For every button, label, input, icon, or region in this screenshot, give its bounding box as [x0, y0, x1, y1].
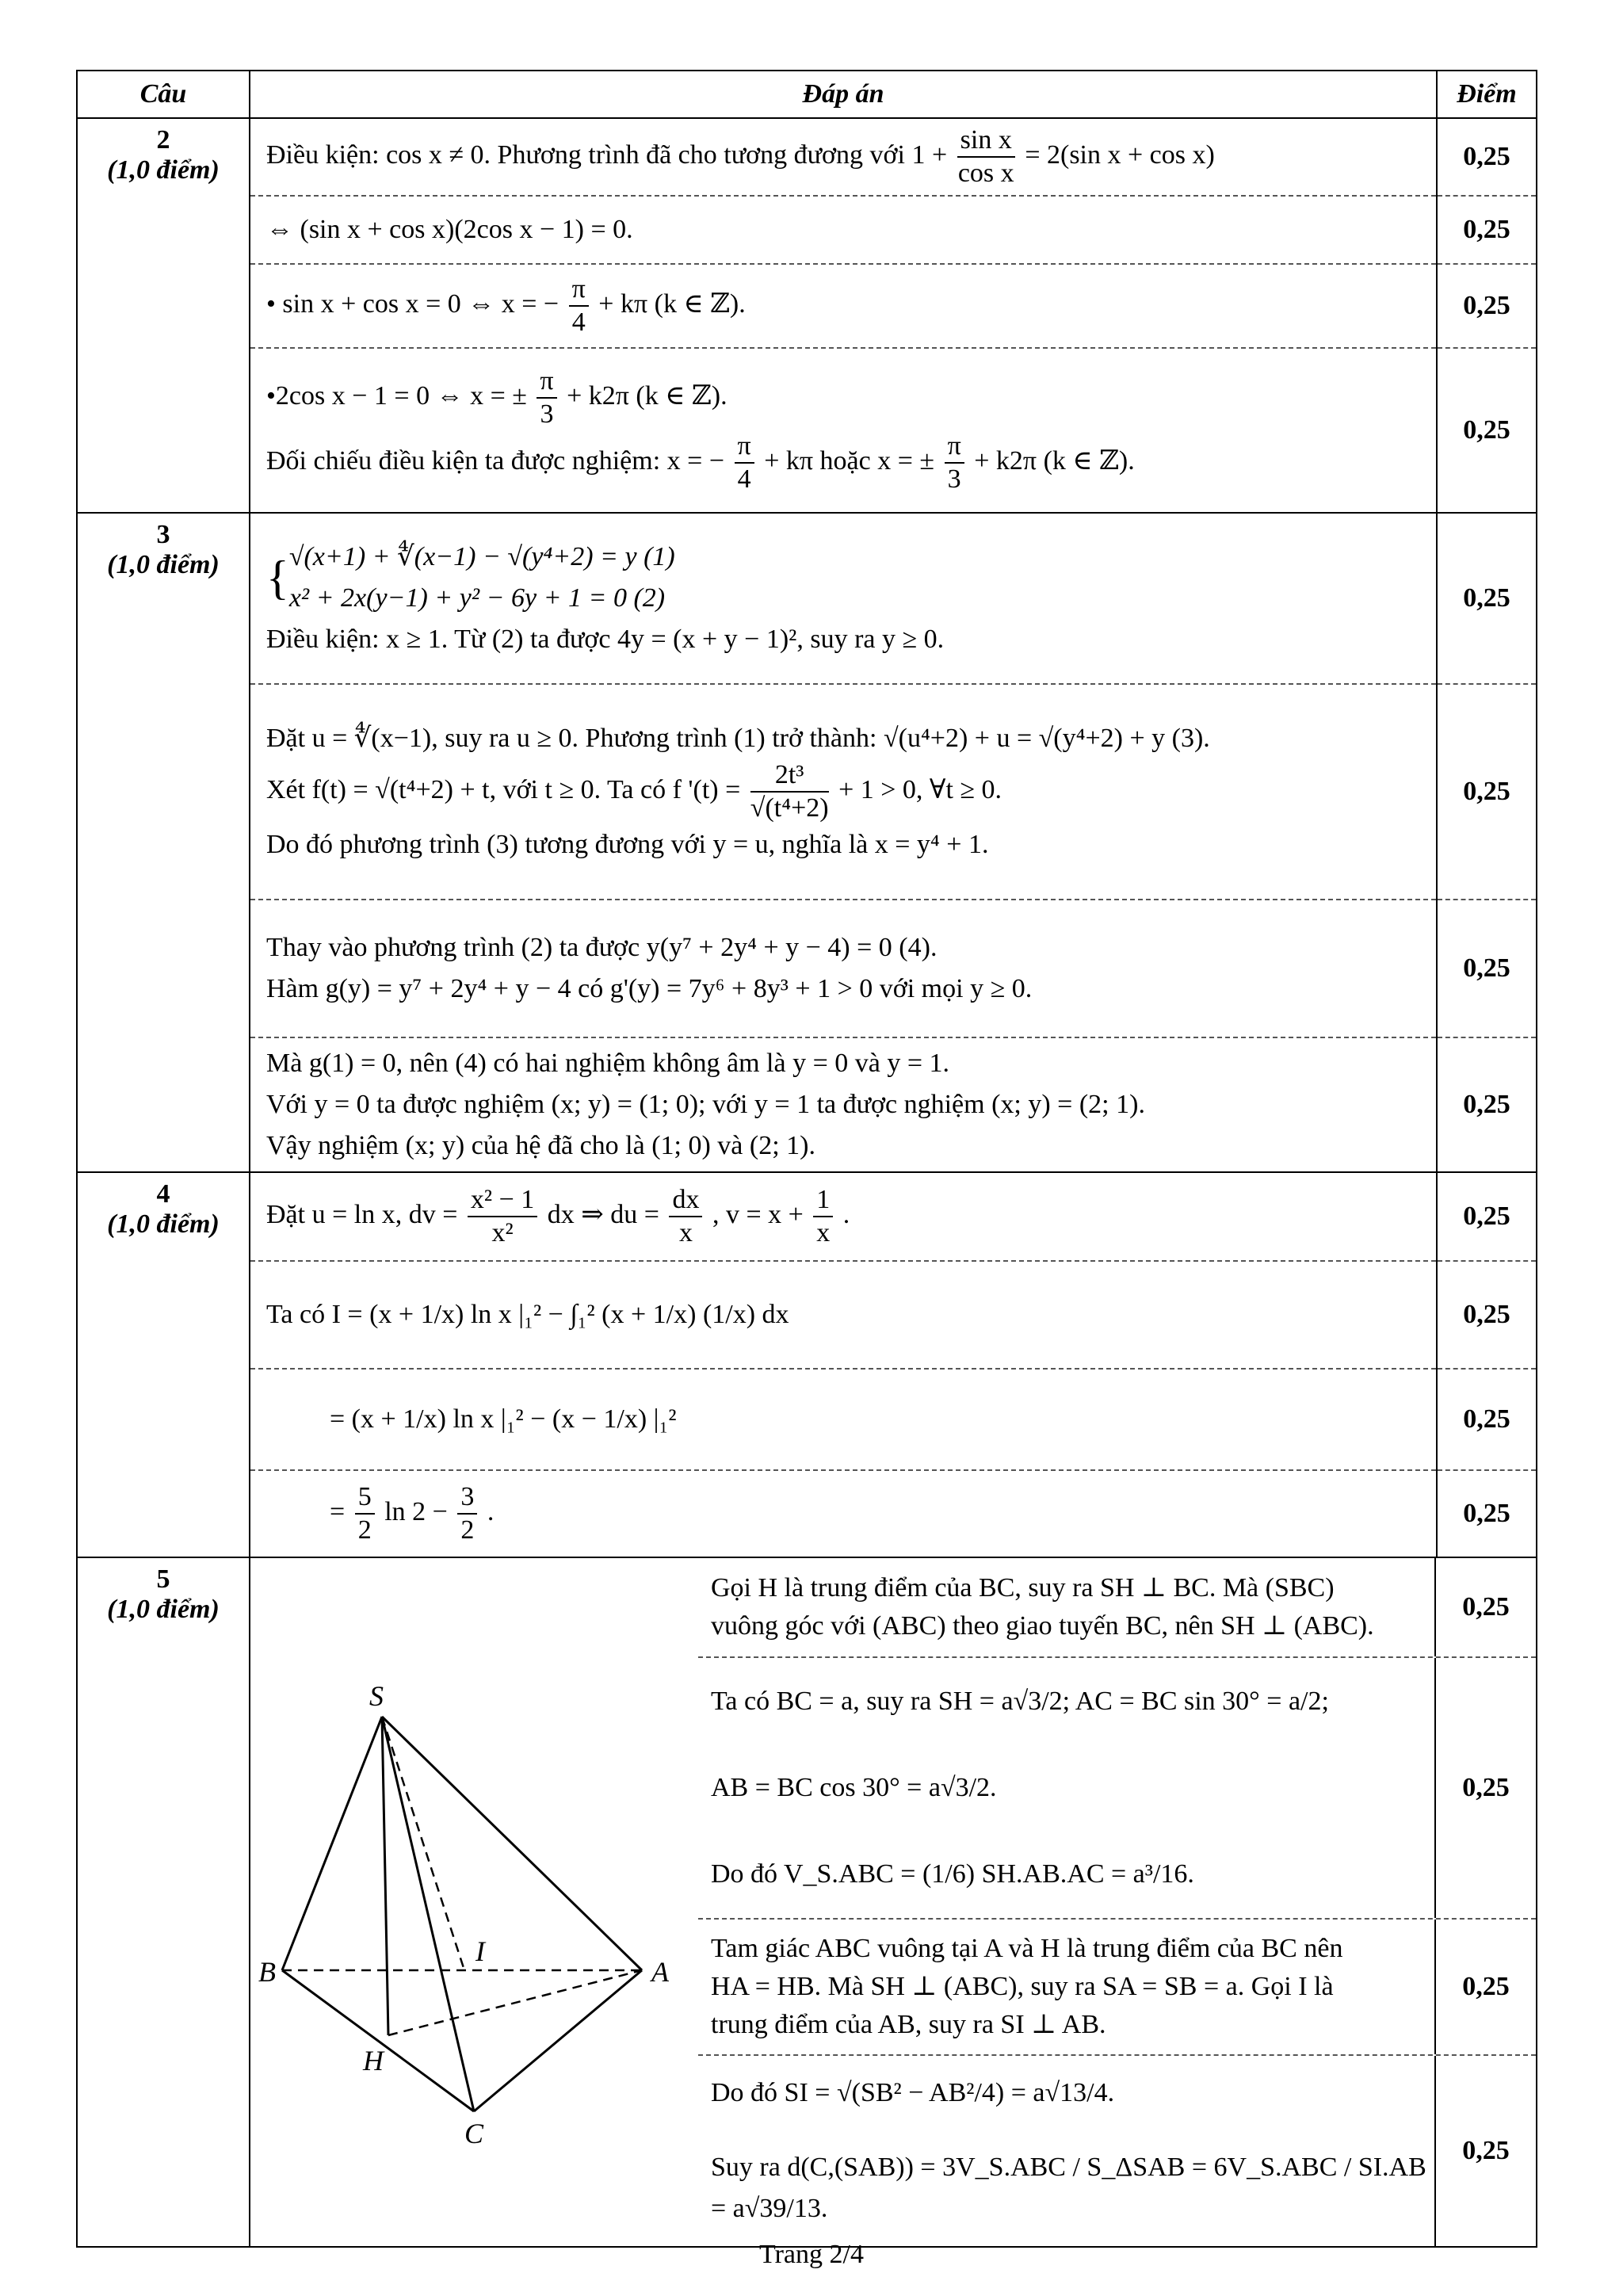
- denominator: cos x: [957, 159, 1014, 188]
- q3-r4a: Mà g(1) = 0, nên (4) có hai nghiệm không âm là y = 0 và y = 1.: [266, 1049, 950, 1078]
- q3-step-3: [250, 900, 1437, 1037]
- numerator: dx: [669, 1184, 702, 1217]
- answer-table: [76, 70, 1537, 2248]
- q2-score-2: 0,25: [1437, 196, 1537, 264]
- q5-step-4: [698, 2056, 1536, 2246]
- q5-points: (1,0 điểm): [107, 1595, 220, 1624]
- q2-points: (1,0 điểm): [107, 155, 220, 185]
- q5-r4a: Do đó SI = √(SB² − AB²/4) = a√13/4.: [711, 2078, 1115, 2107]
- label-C: C: [464, 2118, 484, 2149]
- fraction: [750, 759, 829, 824]
- q4-r1b: dx ⇒ du =: [547, 1199, 659, 1229]
- q3-row-2: [77, 684, 1537, 900]
- q2-number: 2: [156, 125, 170, 155]
- page-footer: Trang 2/4: [759, 2240, 864, 2269]
- label-I: I: [475, 1935, 485, 1967]
- q5-score-3: 0,25: [1434, 1920, 1536, 2054]
- q5-r3c: trung điểm của AB, suy ra SI ⊥ AB.: [711, 2010, 1106, 2039]
- q3-r2b-b: + 1 > 0, ∀t ≥ 0.: [838, 774, 1002, 804]
- numerator: π: [945, 430, 964, 464]
- q5-row: [77, 1557, 1537, 2247]
- numerator: π: [569, 273, 589, 307]
- numerator: x² − 1: [468, 1184, 537, 1217]
- q5-steps: [698, 1558, 1536, 2246]
- q3-eq-1: √(x+1) + ∜(x−1) − √(y⁴+2) = y (1): [288, 542, 675, 571]
- q2-r4: [266, 365, 1436, 430]
- q2-row-2: [77, 196, 1537, 264]
- denominator: 4: [737, 464, 751, 494]
- q2-step-1: [250, 118, 1437, 196]
- fraction: [569, 273, 589, 338]
- q2-row-4: [77, 348, 1537, 513]
- q4-row-1: [77, 1172, 1537, 1261]
- q2-step-4: [250, 348, 1437, 513]
- q5-r4b: Suy ra d(C,(SAB)) = 3V_S.ABC / S_ΔSAB = 6V_S.ABC / SI.AB = a√39/13.: [711, 2153, 1426, 2223]
- q3-eq-2: x² + 2x(y−1) + y² − 6y + 1 = 0 (2): [288, 583, 666, 613]
- q5-layout: [250, 1558, 1536, 2246]
- q2-r3a: • sin x + cos x = 0 ⇔ x = −: [266, 288, 559, 319]
- q4-step-2: Ta có I = (x + 1/x) ln x |₁² − ∫₁² (x + 1/x) (1/x) dx: [250, 1261, 1437, 1369]
- q3-label: [77, 513, 250, 1172]
- q2-r4a: •2cos x − 1 = 0 ⇔ x = ±: [266, 380, 527, 411]
- q4-score-1: 0,25: [1437, 1172, 1537, 1261]
- numerator: 3: [457, 1481, 477, 1515]
- q4-r1d: .: [842, 1199, 850, 1229]
- q3-score-4: 0,25: [1437, 1037, 1537, 1172]
- q5-r1b: vuông góc với (ABC) theo giao tuyến BC, nên SH ⊥ (ABC).: [711, 1611, 1374, 1641]
- label-A: A: [651, 1956, 669, 1988]
- numerator: 2t³: [750, 759, 829, 793]
- q5-step-3: [698, 1920, 1536, 2056]
- q3-r4b: Với y = 0 ta được nghiệm (x; y) = (1; 0); với y = 1 ta được nghiệm (x; y) = (2; 1).: [266, 1090, 1145, 1119]
- q3-r3a: Thay vào phương trình (2) ta được y(y⁷ + 2y⁴ + y − 4) = 0 (4).: [266, 933, 938, 962]
- denominator: 2: [460, 1515, 475, 1545]
- label-H: H: [363, 2045, 384, 2076]
- pyramid-diagram: [250, 1558, 698, 2246]
- q5-step-4-text: [698, 2056, 1434, 2246]
- q3-row-3: [77, 900, 1537, 1037]
- q3-row-1: [77, 513, 1537, 684]
- q3-step-4: [250, 1037, 1437, 1172]
- q2-r5: [266, 430, 1436, 495]
- q5-number: 5: [156, 1564, 170, 1594]
- q5-label: [77, 1557, 250, 2247]
- q4-r4b: ln 2 −: [384, 1496, 448, 1526]
- fraction: [669, 1184, 702, 1249]
- denominator: 3: [540, 399, 554, 429]
- q2-label: [77, 118, 250, 513]
- q2-r5a: Đối chiếu điều kiện ta được nghiệm: x = −: [266, 445, 725, 476]
- q2-r5c: + k2π (k ∈ ℤ).: [974, 445, 1135, 476]
- q5-content: [250, 1557, 1537, 2247]
- brace-icon: {: [266, 552, 289, 604]
- q5-r1a: Gọi H là trung điểm của BC, suy ra SH ⊥ BC. Mà (SBC): [711, 1573, 1335, 1603]
- table-header: [77, 71, 1537, 118]
- numerator: 5: [355, 1481, 375, 1515]
- q4-r4c: .: [487, 1496, 495, 1526]
- q5-score-4: 0,25: [1434, 2056, 1536, 2246]
- q3-row-4: [77, 1037, 1537, 1172]
- q2-score-4: 0,25: [1437, 348, 1537, 513]
- q3-number: 3: [156, 520, 170, 549]
- denominator: √(t⁴+2): [750, 793, 829, 823]
- q4-score-2: 0,25: [1437, 1261, 1537, 1369]
- q3-step-1: [250, 513, 1437, 684]
- q5-r2c: Do đó V_S.ABC = (1/6) SH.AB.AC = a³/16.: [711, 1859, 1194, 1889]
- pyramid-figure: [250, 1558, 698, 2246]
- q3-score-3: 0,25: [1437, 900, 1537, 1037]
- q2-score-3: 0,25: [1437, 264, 1537, 348]
- denominator: 2: [357, 1515, 372, 1545]
- q2-r3b: + kπ (k ∈ ℤ).: [598, 288, 746, 319]
- q2-step-2: ⇔ (sin x + cos x)(2cos x − 1) = 0.: [250, 196, 1437, 264]
- q5-r2a: Ta có BC = a, suy ra SH = a√3/2; AC = BC sin 30° = a/2;: [711, 1686, 1329, 1716]
- q5-score-1: 0,25: [1434, 1558, 1536, 1656]
- numerator: sin x: [957, 124, 1015, 158]
- q5-step-1: [698, 1558, 1536, 1658]
- q4-points: (1,0 điểm): [107, 1209, 220, 1239]
- fraction: [468, 1184, 537, 1249]
- q5-step-3-text: [698, 1920, 1434, 2054]
- header-cau: Câu: [77, 71, 250, 118]
- label-S: S: [369, 1680, 384, 1712]
- q4-label: [77, 1172, 250, 1557]
- denominator: x: [816, 1218, 831, 1247]
- q4-score-3: 0,25: [1437, 1369, 1537, 1470]
- q4-row-2: [77, 1261, 1537, 1369]
- q2-r5b: + kπ hoặc x = ±: [764, 445, 935, 476]
- q2-row-3: [77, 264, 1537, 348]
- q3-step-2: [250, 684, 1437, 900]
- fraction: [813, 1184, 833, 1249]
- q3-r4c: Vậy nghiệm (x; y) của hệ đã cho là (1; 0) và (2; 1).: [266, 1131, 815, 1160]
- q4-row-3: [77, 1369, 1537, 1470]
- q4-r1a: Đặt u = ln x, dv =: [266, 1199, 458, 1229]
- q3-system: [266, 537, 1436, 619]
- q2-r4b: + k2π (k ∈ ℤ).: [567, 380, 727, 411]
- fraction: [957, 124, 1015, 189]
- label-B: B: [258, 1956, 276, 1988]
- numerator: π: [537, 365, 556, 399]
- q3-system-lines: [289, 537, 675, 619]
- q2-score-1: 0,25: [1437, 118, 1537, 196]
- q2-step-3: [250, 264, 1437, 348]
- q4-row-4: [77, 1470, 1537, 1557]
- q5-step-2: [698, 1658, 1536, 1920]
- q5-score-2: 0,25: [1434, 1658, 1536, 1918]
- fraction: [537, 365, 556, 430]
- denominator: x²: [491, 1218, 514, 1247]
- q4-r1c: , v = x +: [712, 1199, 804, 1229]
- q3-score-1: 0,25: [1437, 513, 1537, 684]
- q5-r3b: HA = HB. Mà SH ⊥ (ABC), suy ra SA = SB = a. Gọi I là: [711, 1972, 1334, 2001]
- header-diem: Điểm: [1437, 71, 1537, 118]
- q2-r1a: Điều kiện: cos x ≠ 0. Phương trình đã cho tương đương với 1 +: [266, 139, 948, 170]
- fraction: [945, 430, 964, 495]
- q5-r2b: AB = BC cos 30° = a√3/2.: [711, 1772, 997, 1802]
- fraction: [735, 430, 754, 495]
- q3-score-2: 0,25: [1437, 684, 1537, 900]
- q5-r3a: Tam giác ABC vuông tại A và H là trung điểm của BC nên: [711, 1934, 1343, 1963]
- q4-step-3: = (x + 1/x) ln x |₁² − (x − 1/x) |₁²: [250, 1369, 1437, 1470]
- q2-row-1: [77, 118, 1537, 196]
- q4-r4a: =: [330, 1496, 346, 1526]
- numerator: π: [735, 430, 754, 464]
- q3-points: (1,0 điểm): [107, 550, 220, 579]
- denominator: x: [678, 1218, 693, 1247]
- fraction: [355, 1481, 375, 1546]
- q4-step-1: [250, 1172, 1437, 1261]
- numerator: 1: [813, 1184, 833, 1217]
- q3-r2b-a: Xét f(t) = √(t⁴+2) + t, với t ≥ 0. Ta có f '(t) =: [266, 774, 741, 804]
- q4-number: 4: [156, 1179, 170, 1209]
- fraction: [457, 1481, 477, 1546]
- q3-condition: Điều kiện: x ≥ 1. Từ (2) ta được 4y = (x + y − 1)², suy ra y ≥ 0.: [266, 625, 945, 654]
- q2-r1b: = 2(sin x + cos x): [1025, 139, 1215, 170]
- q3-r2c: Do đó phương trình (3) tương đương với y = u, nghĩa là x = y⁴ + 1.: [266, 830, 989, 859]
- header-dap-an: Đáp án: [250, 71, 1437, 118]
- q4-score-4: 0,25: [1437, 1470, 1537, 1557]
- q5-step-1-text: [698, 1558, 1434, 1656]
- q4-step-4: [250, 1470, 1437, 1557]
- denominator: 3: [947, 464, 961, 494]
- q3-r2a: Đặt u = ∜(x−1), suy ra u ≥ 0. Phương trình (1) trở thành: √(u⁴+2) + u = √(y⁴+2) + y (3).: [266, 724, 1210, 753]
- denominator: 4: [571, 308, 586, 337]
- q3-r3b: Hàm g(y) = y⁷ + 2y⁴ + y − 4 có g'(y) = 7y⁶ + 8y³ + 1 > 0 với mọi y ≥ 0.: [266, 974, 1033, 1003]
- q5-step-2-text: [698, 1658, 1434, 1918]
- q3-r2b: [266, 759, 1436, 824]
